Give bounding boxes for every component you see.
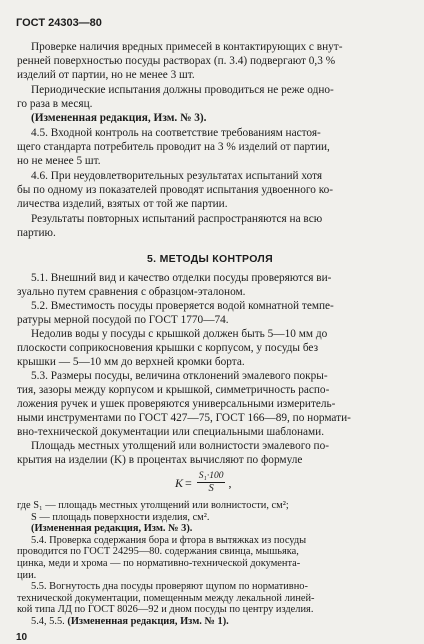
text-line: крышки — 5—10 мм до верхней кромки борта. (17, 356, 245, 368)
text-line: тия, зазоры между корпусом и крышкой, симметричность распо- (17, 384, 330, 396)
section-title: 5. МЕТОДЫ КОНТРОЛЯ (147, 253, 273, 265)
page-number: 10 (16, 631, 28, 643)
text-line: ложения ручек и ушек проверяются универсальными измеритель- (17, 398, 336, 410)
text-line: вно-технической документации или специальными шаблонами. (17, 426, 325, 438)
text-line: партию. (17, 227, 56, 239)
document-header: ГОСТ 24303—80 (16, 17, 102, 29)
text-line: 5.5. Вогнутость дна посуды проверяют щупом по нормативно- (31, 581, 308, 593)
amendment-text: (Измененная редакция, Изм. № 1). (67, 616, 229, 627)
amendment-note: (Измененная редакция, Изм. № 3). (31, 112, 207, 124)
text-line: ратуры мерной посудой по ГОСТ 1770—74. (17, 314, 229, 326)
text-line: S — площадь поверхности изделия, см². (31, 511, 210, 523)
text-line: технической документации, помещенным между лекальной линей- (17, 592, 315, 604)
text-line: ции. (17, 569, 37, 581)
formula-numerator: S₁·100 (198, 471, 224, 481)
text-line: 5.1. Внешний вид и качество отделки посуды проверяются ви- (31, 272, 332, 284)
formula-equals: = (185, 475, 192, 490)
text-line: Площадь местных утолщений или волнистости эмалевого по- (31, 440, 329, 452)
text-line: Периодические испытания должны проводиться не реже одно- (31, 84, 334, 96)
text-line: но не менее 5 шт. (17, 155, 101, 167)
formula-denominator: S (208, 483, 214, 494)
text-line: щего стандарта потребитель проводит на 3 % изделий от партии, (17, 141, 330, 153)
text-line: где S₁ — площадь местных утолщений или волнистости, см²; (17, 500, 289, 511)
text-line: го раза в месяц. (17, 98, 93, 110)
text-line: 5.4. Проверка содержания бора и фтора в вытяжках из посуды (31, 534, 307, 546)
formula (175, 466, 231, 500)
text-line: ренней поверхностью посуды растворах (п. 3.4) подвергают 0,3 % (17, 55, 336, 67)
text-line: 5.3. Размеры посуды, величина отклонений эмалевого покры- (31, 370, 328, 382)
text-line: проводится по ГОСТ 24295—80. содержания свинца, мышьяка, (17, 546, 299, 558)
amendment-note: (Измененная редакция, Изм. № 3). (31, 523, 193, 535)
text-line: Результаты повторных испытаний распространяются на всю (31, 213, 323, 225)
amendment-note (31, 616, 229, 627)
text-line: плоскости соприкосновения крышки с корпусом, у посуды без (17, 342, 319, 354)
formula-fraction (197, 471, 226, 495)
text-line: крытия на изделии (K) в процентах вычисляют по формуле (17, 454, 303, 466)
text-line: 4.6. При неудовлетворительных результатах испытаний хотя (31, 170, 323, 182)
text-line: зуально путем сравнения с образцом-эталоном. (17, 286, 246, 298)
clause-ref: 5.4, 5.5. (31, 616, 68, 627)
formula-tail: , (228, 475, 232, 490)
text-line: 5.2. Вместимость посуды проверяется водой комнатной темпе- (31, 300, 334, 312)
text-line: Недолив воды у посуды с крышкой должен быть 5—10 мм до (31, 328, 328, 340)
text-line: бы по одному из показателей проводят испытания удвоенного ко- (17, 184, 334, 196)
text-line: изделий от партии, но не менее 3 шт. (17, 69, 195, 81)
text-line: ными инструментами по ГОСТ 427—75, ГОСТ 166—89, по нормати- (17, 412, 351, 424)
text-line: 4.5. Входной контроль на соответствие требованиям настоя- (31, 127, 321, 139)
text-line: Проверке наличия вредных примесей в контактирующих с внут- (31, 41, 343, 53)
text-line: цинка, меди и хрома — по нормативно-технической документа- (17, 558, 301, 569)
text-line: кой типа ЛД по ГОСТ 8026—92 и дном посуды по центру изделия. (17, 604, 314, 616)
text-line: личества изделий, взятых от той же партии. (17, 198, 228, 210)
formula-lhs: K (175, 475, 184, 490)
